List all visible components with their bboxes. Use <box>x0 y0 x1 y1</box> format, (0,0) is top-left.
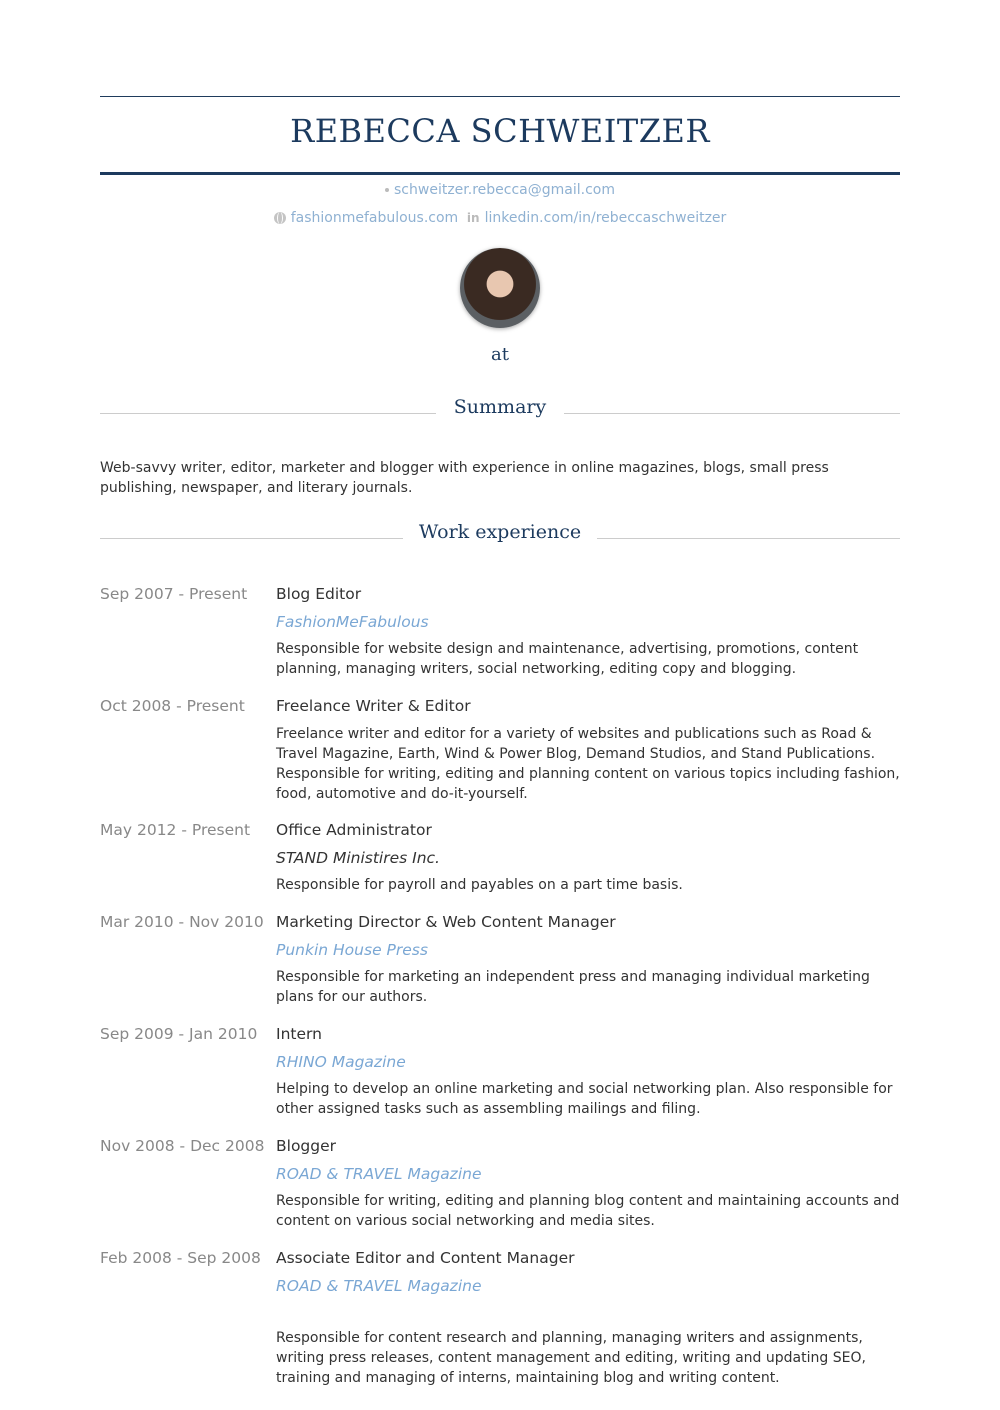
summary-heading <box>100 396 900 426</box>
job-title: Associate Editor and Content Manager <box>276 1249 575 1267</box>
headline: at <box>491 344 509 365</box>
job-date: Sep 2009 - Jan 2010 <box>100 1025 258 1043</box>
linkedin-link[interactable]: linkedin.com/in/rebeccaschweitzer <box>484 210 727 226</box>
summary-text: Web-savvy writer, editor, marketer and blogger with experience in online magazines, blogs, small press publishing, newspaper, and literary journals. <box>100 460 829 496</box>
job-date: May 2012 - Present <box>100 821 251 839</box>
contact-links-row <box>100 210 900 226</box>
job-description: Responsible for content research and planning, managing writers and assignments, writing press releases, content management and editing, writing and updating SEO, training and managing of interns, maintaining blog and writing content. <box>276 1330 866 1386</box>
job-title: Blogger <box>276 1137 337 1155</box>
divider <box>100 538 403 539</box>
job-date: Sep 2007 - Present <box>100 585 248 603</box>
job-company[interactable]: ROAD & TRAVEL Magazine <box>276 1165 482 1183</box>
job-company[interactable]: ROAD & TRAVEL Magazine <box>276 1277 482 1295</box>
job-title: Blog Editor <box>276 585 362 603</box>
job-description: Responsible for marketing an independent press and managing individual marketing plans for our authors. <box>276 969 870 1005</box>
summary-title: Summary <box>438 396 562 418</box>
globe-icon <box>274 212 286 224</box>
job-description: Responsible for website design and maintenance, advertising, promotions, content planning, managing writers, social networking, editing copy and blogging. <box>276 641 859 677</box>
divider <box>564 413 900 414</box>
linkedin-icon: in <box>466 210 480 225</box>
job-title: Marketing Director & Web Content Manager <box>276 913 616 931</box>
job-company[interactable]: RHINO Magazine <box>276 1053 406 1071</box>
job-company[interactable]: Punkin House Press <box>276 941 428 959</box>
candidate-name: REBECCA SCHWEITZER <box>290 112 710 150</box>
contact-email-row <box>100 182 900 198</box>
work-experience-title: Work experience <box>403 521 597 543</box>
bullet-icon <box>385 188 389 192</box>
header-top-rule <box>100 96 900 97</box>
email-link[interactable]: schweitzer.rebecca@gmail.com <box>394 182 615 198</box>
job-title: Intern <box>276 1025 322 1043</box>
job-description: Freelance writer and editor for a variety of websites and publications such as Road & Travel Magazine, Earth, Wind & Power Blog, Demand Studios, and Stand Publications. Responsible for writing, editing and planning content on various topics including fashion, food, automotive and do-it-yourself. <box>276 726 900 802</box>
website-link[interactable]: fashionmefabulous.com <box>290 210 459 226</box>
header-bottom-rule <box>100 172 900 175</box>
work-experience-heading <box>100 521 900 551</box>
job-date: Nov 2008 - Dec 2008 <box>100 1137 265 1155</box>
job-title: Freelance Writer & Editor <box>276 697 471 715</box>
job-title: Office Administrator <box>276 821 432 839</box>
job-company[interactable]: FashionMeFabulous <box>276 613 429 631</box>
job-description: Responsible for writing, editing and planning blog content and maintaining accounts and content on various social networking and media sites. <box>276 1193 900 1229</box>
avatar <box>460 248 540 328</box>
divider <box>597 538 900 539</box>
job-description: Helping to develop an online marketing and social networking plan. Also responsible for other assigned tasks such as assembling mailings and filing. <box>276 1081 893 1117</box>
job-date: Feb 2008 - Sep 2008 <box>100 1249 261 1267</box>
job-company: STAND Ministires Inc. <box>276 849 440 867</box>
divider <box>100 413 436 414</box>
job-description: Responsible for payroll and payables on a part time basis. <box>276 877 683 893</box>
job-date: Mar 2010 - Nov 2010 <box>100 913 264 931</box>
job-date: Oct 2008 - Present <box>100 697 245 715</box>
